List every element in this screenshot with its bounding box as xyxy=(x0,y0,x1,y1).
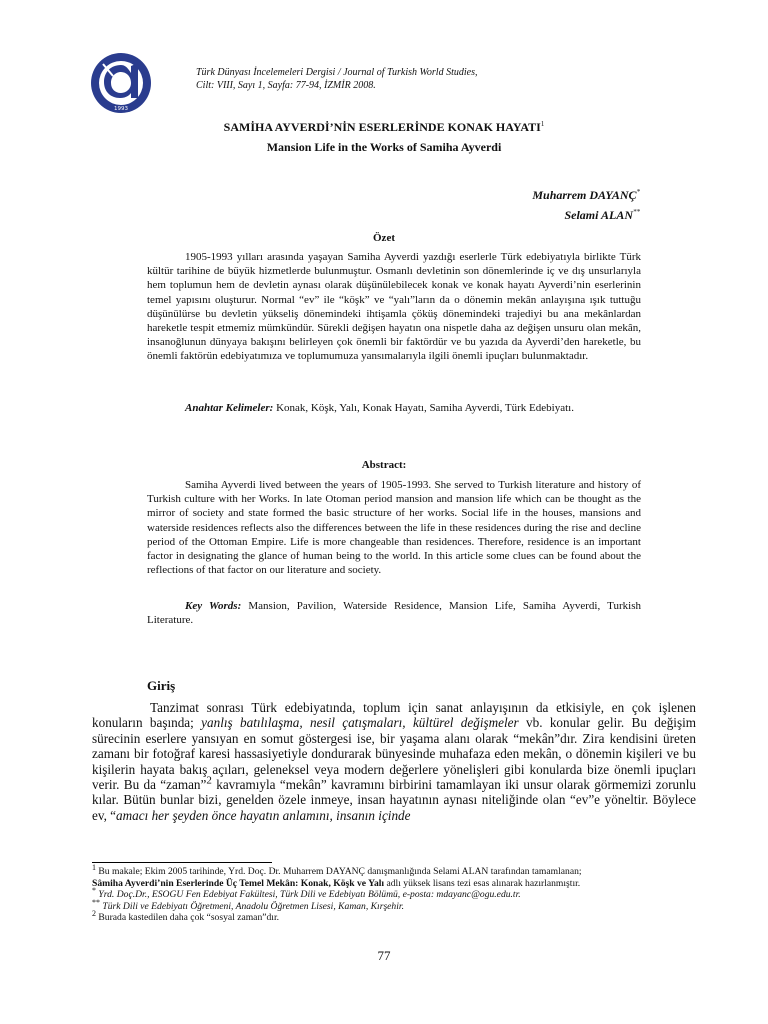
journal-line-1: Türk Dünyası İncelemeleri Dergisi / Journal of Turkish World Studies, xyxy=(196,67,478,78)
abstract-keywords xyxy=(147,599,641,627)
intro-text-2: vb. konular gelir. Bu değişim sürecinin eserlere yansıyan en somut göstergesi ise, bir yaşama alanı olarak “mekân”dır. Zira kendisini üreten zamanı bir fotoğraf karesi hassasiyetiyle dondurarak bünyesinde muhafaza eden mekân, o dönemin kişileri ve bu kişilerin hayata bakış açıları, geleneksel veya modern değerlere yönelişleri gibi konularda bize önemli ipuçları verir. Bu da “zaman” xyxy=(92,715,697,793)
journal-citation xyxy=(196,66,477,92)
title-english: Mansion Life in the Works of Samiha Ayverdi xyxy=(266,140,502,154)
author-2-name: Selami ALAN xyxy=(564,208,633,222)
footnote-3-text: Türk Dili ve Edebiyatı Öğretmeni, Anadolu Öğretmen Lisesi, Kaman, Kırşehir. xyxy=(102,900,404,912)
journal-logo-seal xyxy=(89,52,153,114)
intro-italic-1: yanlış batılılaşma, nesil çatışmaları, kültürel değişmeler xyxy=(201,715,519,731)
footnote-1 xyxy=(92,862,712,878)
ozet-keywords-text: Konak, Köşk, Yalı, Konak Hayatı, Samiha Ayverdi, Türk Edebiyatı. xyxy=(276,402,574,414)
footnote-4-text: Burada kastedilen daha çok “sosyal zaman”dır. xyxy=(98,912,280,924)
title-footnote-mark: 1 xyxy=(540,120,545,128)
title-turkish-text: SAMİHA AYVERDİ’NİN ESERLERİNDE KONAK HAYATI xyxy=(223,120,541,134)
footnote-1-text-b: adlı yüksek lisans tezi esas alınarak hazırlanmıştır. xyxy=(386,877,581,889)
title-turkish xyxy=(0,120,768,135)
ozet-text: 1905-1993 yılları arasında yaşayan Samiha Ayverdi yazdığı eserlerle Türk edebiyatıyla birlikte Türk kültür tarihine de büyük hizmetlerde bulunmuştur. Osmanlı devletinin son dönemlerinde iç ve dış unsurlarıyla hem toplumun hem de devletin aynası olarak düşünülebilecek konak ve konak hayatı Ayverdi’nin eserlerinin temel yapısını oluşturur. Normal “ev” ile “köşk” ve “yalı”ların da o dönemin mekân anlayışına ışık tuttuğu düşünülürse bu devletin yükseliş dönemindeki ihtişamla çöküş dönemindeki trajediyi bu ana mekânlardan hareketle tespit etmemiz mümkündür. Sürekli değişen hayatın ona nispetle daha az değişen unsuru olan mekân, insanoğlunun dünyaya bakışını belirleyen çok önemli bir faktördür ve bu yazıda da Ayverdi’den hareketle, bu önemli faktörün edebiyatımıza ve toplumumuza yansımalarıyla ilgili önemli ipuçları bulunmaktadır. xyxy=(147,251,641,363)
intro-text-1: Tanzimat sonrası Türk edebiyatında, toplum için sanat anlayışının da etkisiyle, en çok işlenen konuların başında; xyxy=(92,700,696,731)
author-1-mark: * xyxy=(636,188,640,196)
abstract-text: Samiha Ayverdi lived between the years of 1905-1993. She served to Turkish literature and history of Turkish culture with her Works. In late Otoman period mansion and mansion life which can be thought as the mirror of society and state formed the basic structure of her works. Social life in the houses, mansions and waterside residences reflects also the differences between the life in these residences during the rise and decline period of the Ottoman Empire. Life is more changeable than residences. Therefore, residence is an important factor in designating the glance of human being to the world. In this article some clues can be found about the reflections of that factor on our literature and society. xyxy=(147,479,641,577)
intro-paragraph xyxy=(92,700,696,823)
abstract-paragraph xyxy=(147,478,641,577)
journal-line-2: Cilt: VIII, Sayı 1, Sayfa: 77-94, İZMİR 2008. xyxy=(196,80,376,91)
footnotes xyxy=(92,862,712,924)
intro-footnote-mark: 2 xyxy=(206,774,212,787)
author-2 xyxy=(564,208,640,223)
author-1-name: Muharrem DAYANÇ xyxy=(532,188,637,202)
ozet-keywords-label: Anahtar Kelimeler: xyxy=(185,402,274,414)
footnote-1-text-a: Bu makale; Ekim 2005 tarihinde, Yrd. Doç. Dr. Muharrem DAYANÇ danışmanlığında Selami ALAN tarafından tamamlanan; xyxy=(98,866,582,877)
abstract-keywords-text: Mansion, Pavilion, Waterside Residence, Mansion Life, Samiha Ayverdi, Turkish Literature. xyxy=(147,600,641,627)
section-heading-giris: Giriş xyxy=(147,678,176,693)
footnote-2 xyxy=(92,886,712,901)
footnote-1-cont xyxy=(92,878,712,890)
intro-text-3: kavramıyla “mekân” kavramını birbirini tamamlayan iki unsur olarak görmemizi zorunlu kılar. Bütün bunlar bizi, genelden özele inmeye, insan hayatının aynası niteliğinde olan “ev”e yöneltir. Böylece ev, “ xyxy=(92,777,696,823)
abstract-heading: Abstract: xyxy=(361,459,407,471)
logo-year: 1993 xyxy=(114,106,128,112)
footnote-2-mark: * xyxy=(92,886,96,895)
ozet-keywords xyxy=(147,401,641,415)
footnote-divider xyxy=(92,862,272,863)
author-2-mark: ** xyxy=(633,208,640,216)
footnote-3 xyxy=(92,897,712,913)
ozet-heading: Özet xyxy=(373,232,395,244)
author-1 xyxy=(532,188,640,203)
footnote-1-mark: 1 xyxy=(92,862,96,872)
footnote-1-bold: Sâmiha Ayverdi’nin Eserlerinde Üç Temel Mekân: Konak, Köşk ve Yalı xyxy=(92,877,385,889)
ozet-paragraph xyxy=(147,250,641,364)
page-number: 77 xyxy=(377,948,391,963)
intro-italic-2: amacı her şeyden önce hayatın anlamını, insanın içinde xyxy=(116,807,411,823)
footnote-4 xyxy=(92,909,712,924)
footnote-3-mark: ** xyxy=(92,897,100,907)
abstract-keywords-label: Key Words: xyxy=(185,600,242,612)
footnote-4-mark: 2 xyxy=(92,909,96,919)
footnote-2-text: Yrd. Doç.Dr., ESOGU Fen Edebiyat Fakültesi, Türk Dili ve Edebiyatı Bölümü, e-posta: mdayanc@ogu.edu.tr. xyxy=(98,889,521,901)
